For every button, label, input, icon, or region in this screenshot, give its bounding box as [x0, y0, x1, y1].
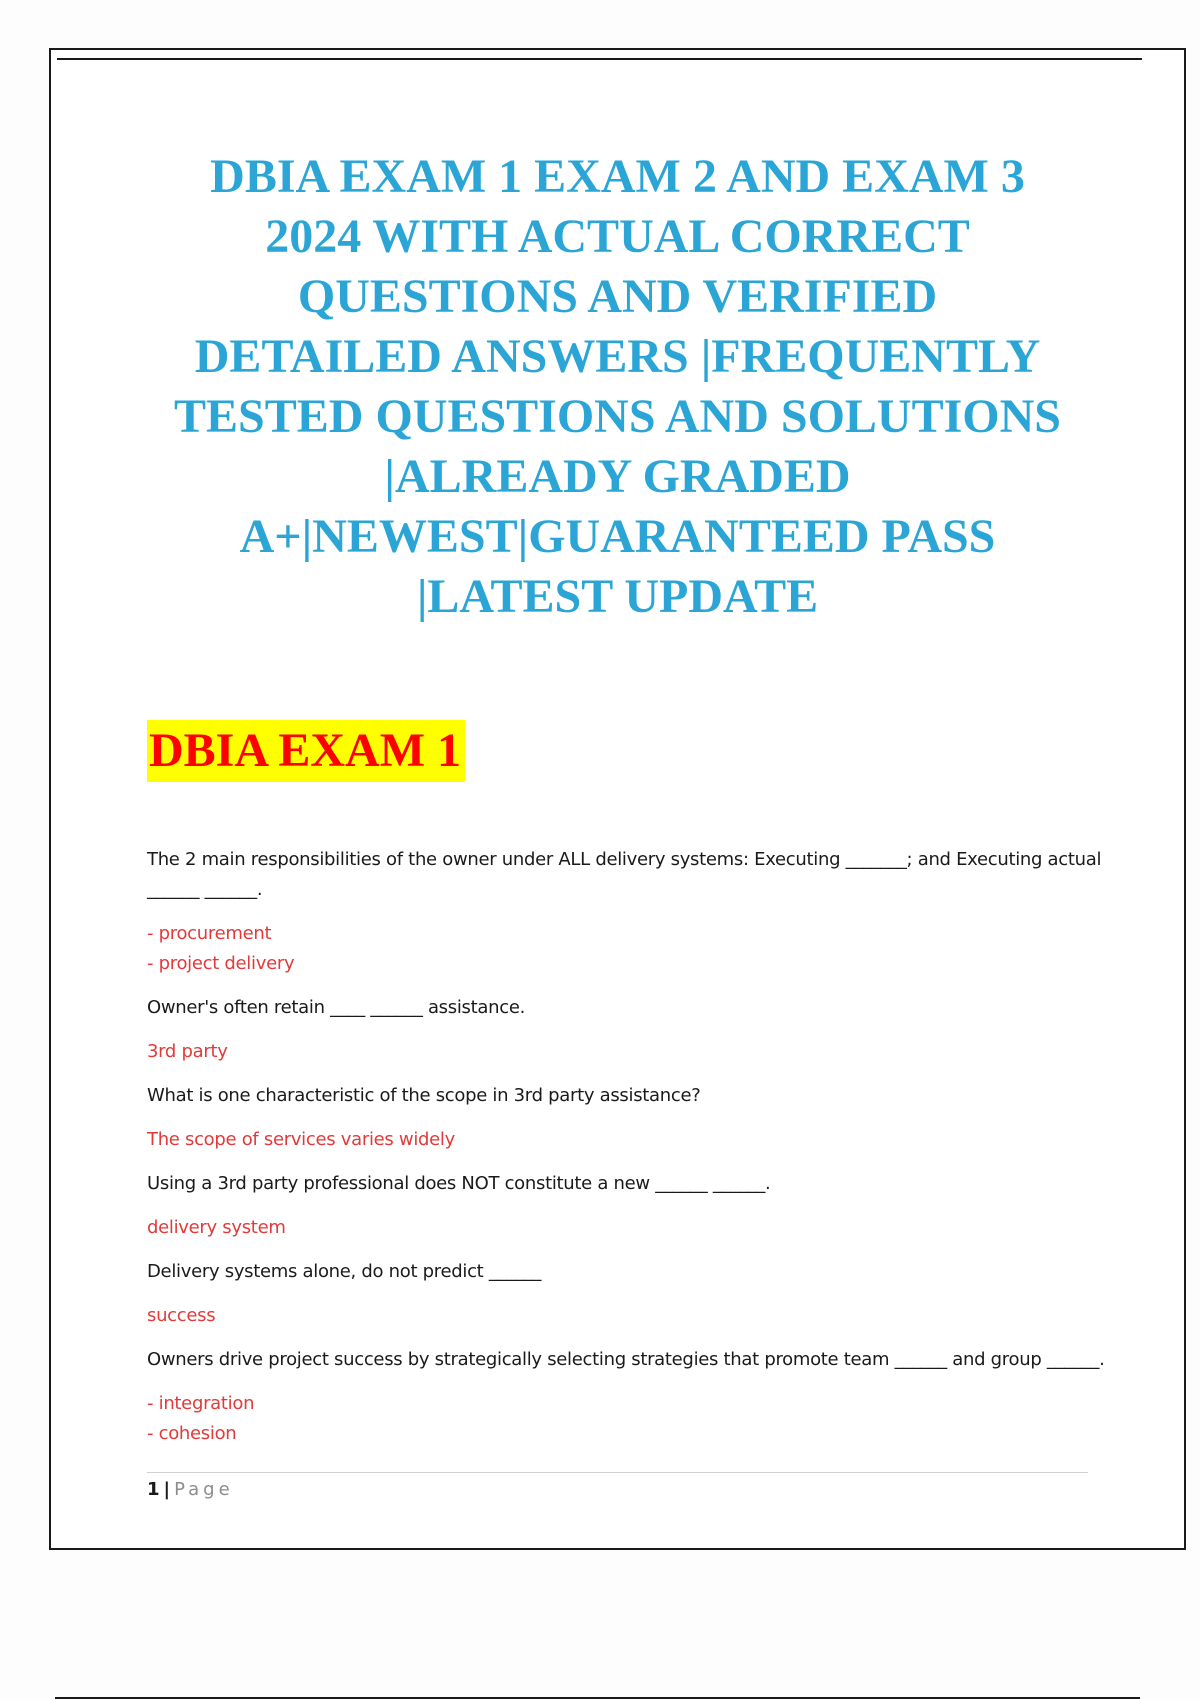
section-heading: DBIA EXAM 1	[147, 720, 465, 782]
answer-line: success	[147, 1305, 216, 1326]
page-separator: |	[163, 1479, 171, 1500]
answer-text	[147, 919, 1107, 979]
answer-line: 3rd party	[147, 1041, 228, 1062]
answer-line: - project delivery	[147, 953, 295, 974]
document-title	[91, 147, 1144, 627]
title-line: DETAILED ANSWERS |FREQUENTLY	[194, 330, 1041, 383]
footer-rule	[147, 1472, 1088, 1473]
title-line: QUESTIONS AND VERIFIED	[297, 270, 938, 323]
answer-text	[147, 1389, 1107, 1449]
answer-line: The scope of services varies widely	[147, 1129, 455, 1150]
answer-text	[147, 1301, 1107, 1331]
page-frame	[49, 48, 1186, 1550]
title-line: A+|NEWEST|GUARANTEED PASS	[239, 510, 996, 563]
question-text: Owners drive project success by strategically selecting strategies that promote team ______ and group ______.	[147, 1349, 1105, 1370]
answer-line: delivery system	[147, 1217, 286, 1238]
top-rule	[57, 58, 1142, 60]
title-line: |LATEST UPDATE	[416, 570, 819, 623]
answer-line: - procurement	[147, 923, 272, 944]
qa-list	[147, 845, 1107, 1463]
answer-line: - integration	[147, 1393, 255, 1414]
answer-text	[147, 1213, 1107, 1243]
question-text: The 2 main responsibilities of the owner under ALL delivery systems: Executing _______; and Executing actual ______ ______.	[147, 849, 1102, 900]
title-line: |ALREADY GRADED	[384, 450, 851, 503]
page-label: Page	[174, 1479, 234, 1500]
next-page-top-rule	[55, 1697, 1140, 1699]
answer-line: - cohesion	[147, 1423, 237, 1444]
question-text: Delivery systems alone, do not predict ______	[147, 1261, 542, 1282]
title-line: TESTED QUESTIONS AND SOLUTIONS	[174, 390, 1061, 443]
page-number: 1	[147, 1479, 160, 1500]
question-text: Owner's often retain ____ ______ assistance.	[147, 997, 526, 1018]
title-line: DBIA EXAM 1 EXAM 2 AND EXAM 3	[210, 150, 1025, 203]
answer-text	[147, 1125, 1107, 1155]
answer-text	[147, 1037, 1107, 1067]
page-footer	[147, 1478, 234, 1502]
question-text: What is one characteristic of the scope in 3rd party assistance?	[147, 1085, 701, 1106]
title-line: 2024 WITH ACTUAL CORRECT	[265, 210, 970, 263]
question-text: Using a 3rd party professional does NOT constitute a new ______ ______.	[147, 1173, 771, 1194]
